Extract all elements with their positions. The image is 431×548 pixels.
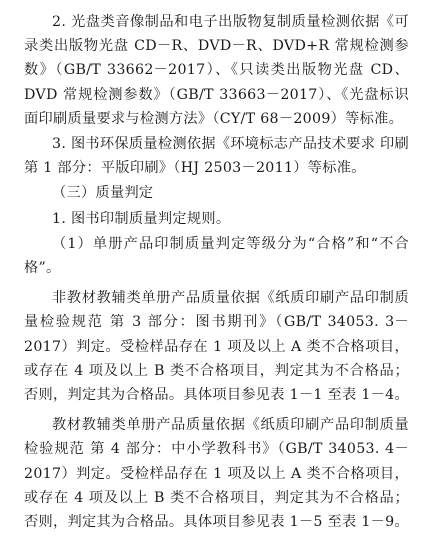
- paragraph-cd-dvd-standards: 2. 光盘类音像制品和电子出版物复制质量检测依据《可录类出版物光盘 CD－R、DVD－R、DVD+R 常规检测参数》（GB/T 33662－2017）、《只读类出版物光盘 CD、DVD 常规检测参数》（GB/T 33663－2017）、《光盘标识面印刷质量要求与检测方法》（CY/T 68－2009）等标准。: [24, 14, 409, 127]
- section-heading-quality-judgment: （三）质量判定: [52, 185, 154, 202]
- paragraph-grade-levels: （1）单册产品印制质量判定等级分为“合格”和“不合格”。: [24, 235, 409, 277]
- paragraph-non-textbook-judgment: 非教材教辅类单册产品质量依据《纸质印刷产品印制质量检验规范 第 3 部分：图书期刊》（GB/T 34053. 3－2017）判定。受检样品存在 1 项及以上 A 类不合格项目，或存在 4 项及以上 B 类不合格项目，判定其为不合格品；否则，判定其为合格品。具体项目参见表 1－1 至表 1－4。: [24, 290, 409, 404]
- paragraph-environmental-standards: 3. 图书环保质量检测依据《环境标志产品技术要求 印刷 第 1 部分：平版印刷》（HJ 2503－2011）等标准。: [24, 136, 409, 177]
- paragraph-textbook-judgment: 教材教辅类单册产品质量依据《纸质印刷产品印制质量检验规范 第 4 部分：中小学教科书》（GB/T 34053. 4－2017）判定。受检样品存在 1 项及以上 A 类不合格项目，或存在 4 项及以上 B 类不合格项目，判定其为不合格品；否则，判定其为合格品。具体项目参见表 1－5 至表 1－9。: [24, 417, 409, 531]
- paragraph-judgment-rules: 1. 图书印制质量判定规则。: [52, 210, 231, 227]
